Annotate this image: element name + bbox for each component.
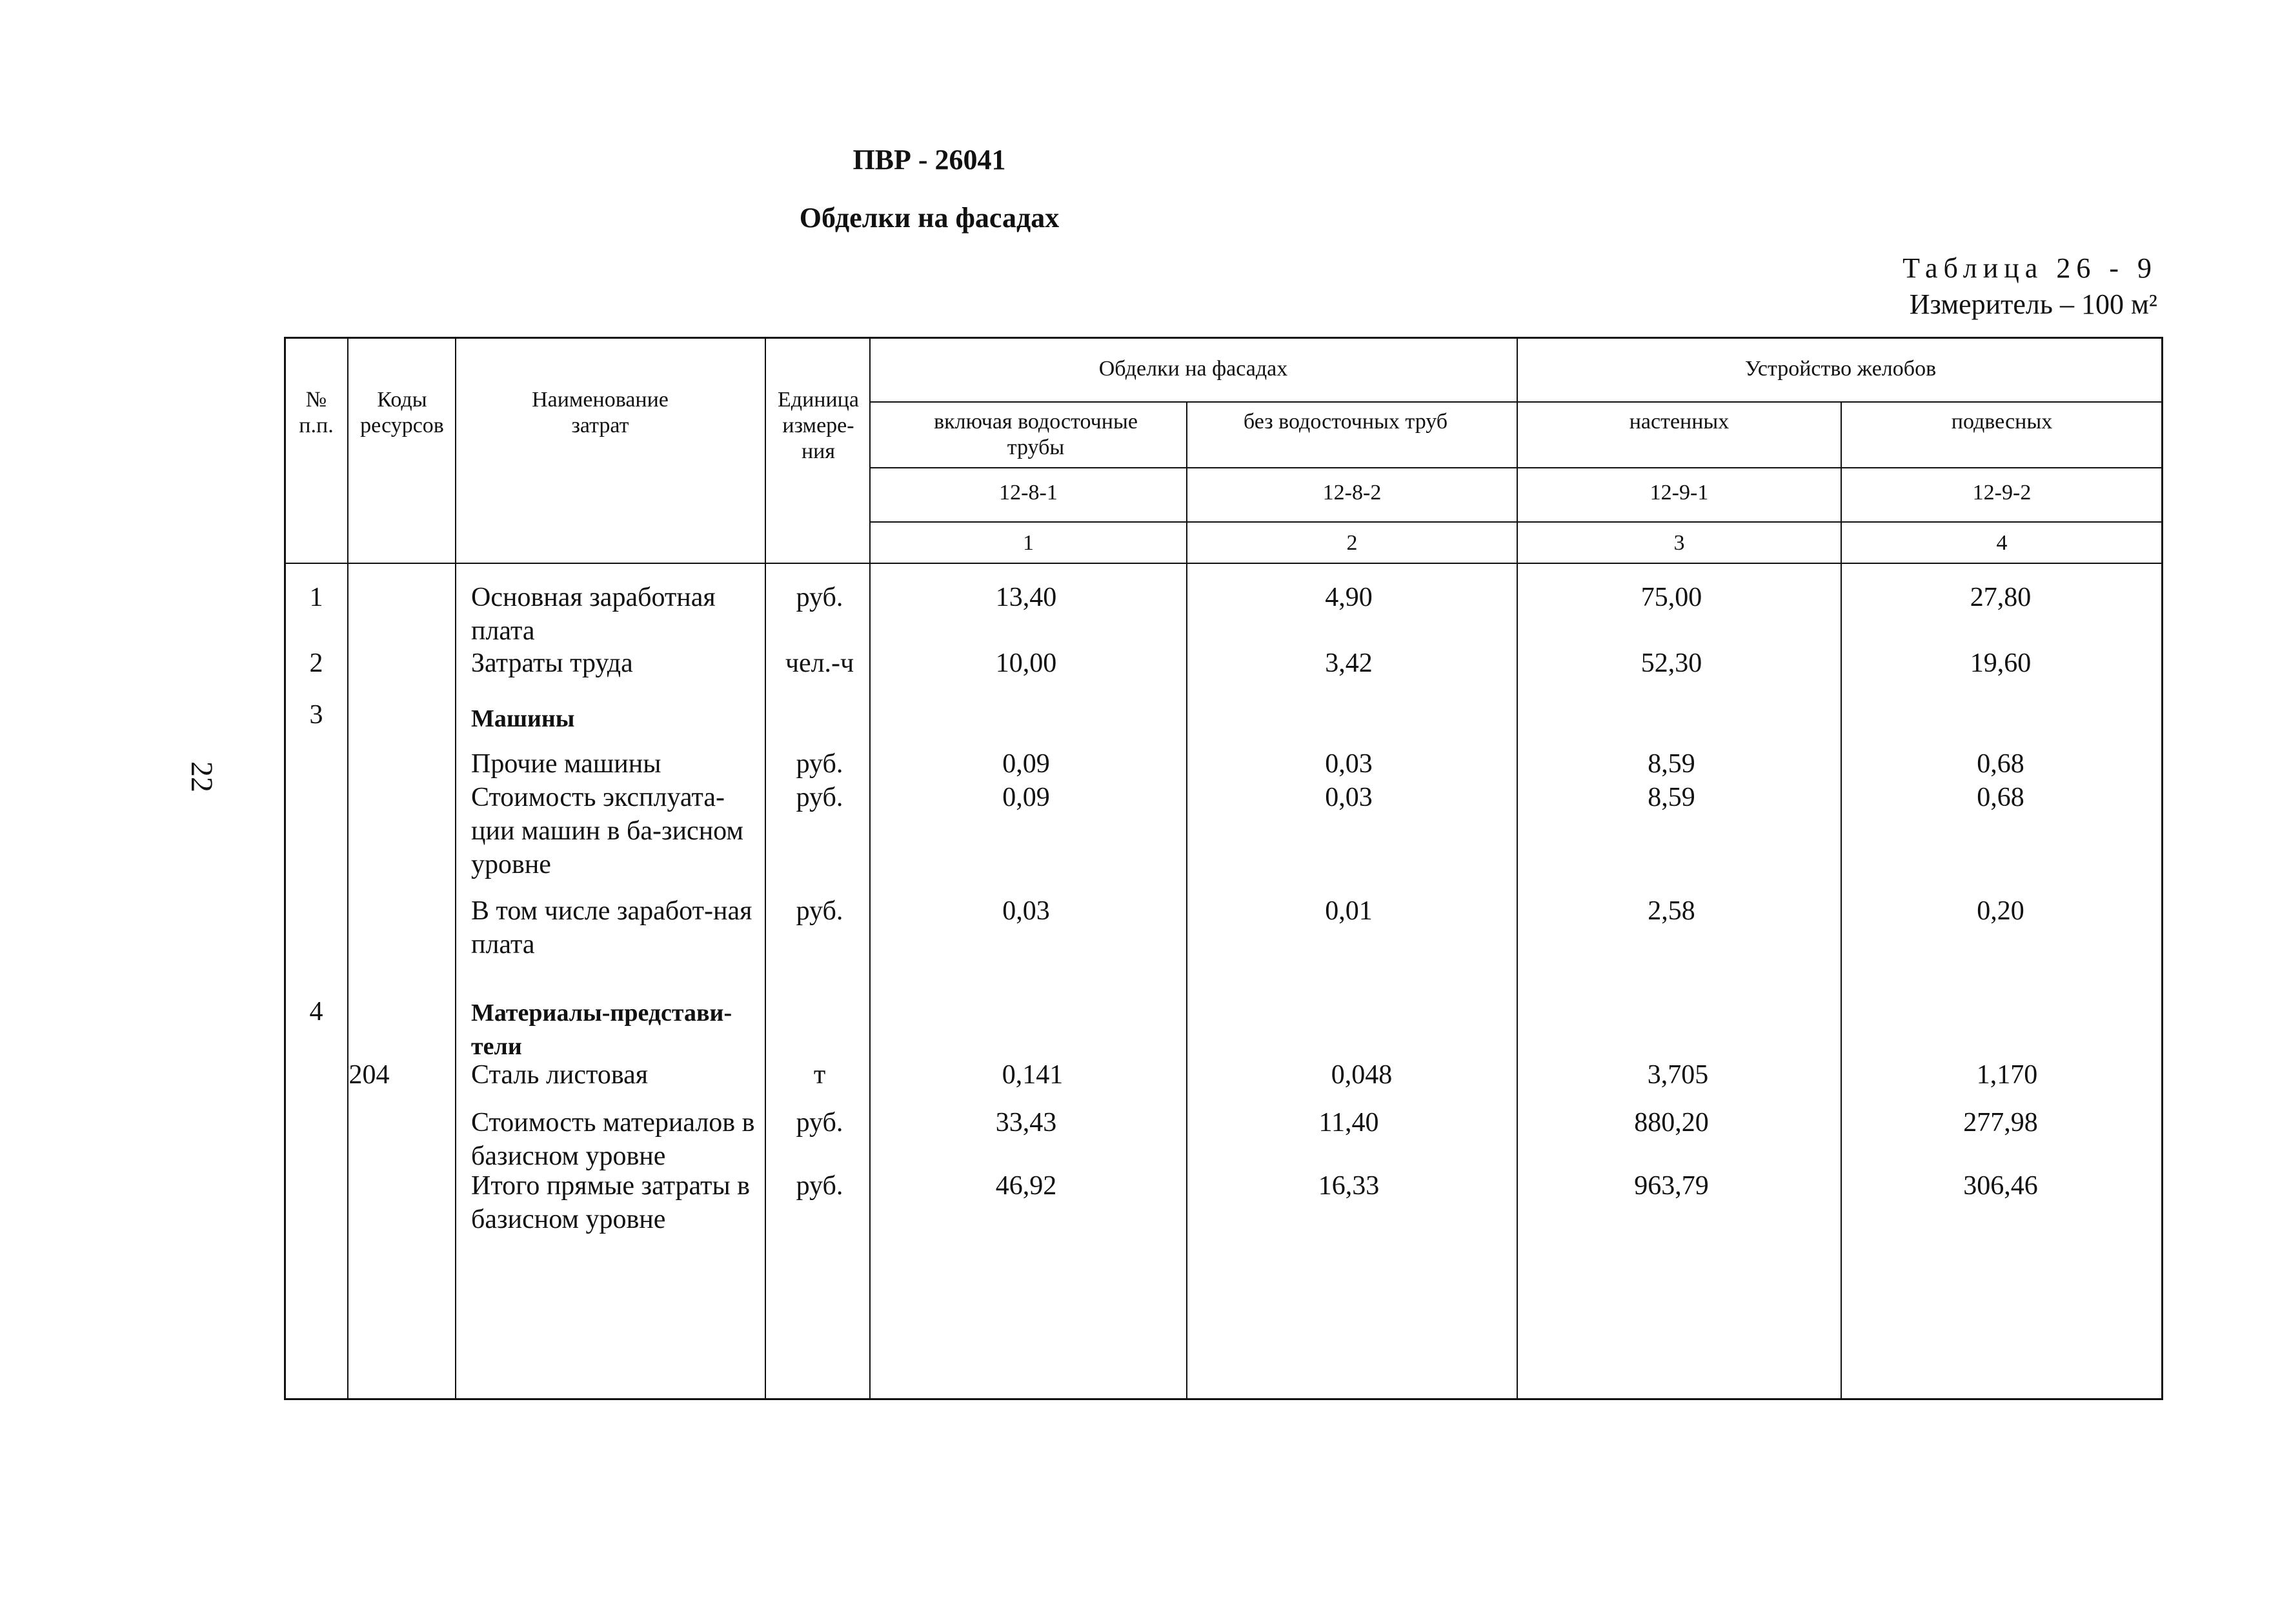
section-heading: Материалы-представи-тели <box>471 999 732 1060</box>
row-unit: т <box>813 1060 826 1090</box>
table-border-top <box>284 337 2163 339</box>
row-value-3: 75,00 <box>1640 583 1702 612</box>
hdr-line-idx <box>869 521 2163 523</box>
header-group-gutters: Устройство желобов <box>1744 357 1937 381</box>
row-value-2: 3,42 <box>1325 648 1373 678</box>
col-sep-name <box>765 337 766 1400</box>
header-code1: 12-8-1 <box>999 481 1058 505</box>
header-col2: без водосточных труб <box>1243 410 1448 434</box>
hdr-line-end <box>284 563 2163 564</box>
document-code: ПВР - 26041 <box>852 144 1006 175</box>
row-value-1: 0,03 <box>1002 896 1050 926</box>
col-sep-num <box>347 337 348 1400</box>
header-col1: включая водосточные трубы <box>934 410 1138 459</box>
row-unit: руб. <box>796 583 843 612</box>
row-name: Основная заработная плата <box>471 583 716 646</box>
row-value-4: 306,46 <box>1963 1171 2038 1201</box>
row-unit: руб. <box>796 1108 843 1138</box>
page-number: 22 <box>185 761 219 792</box>
row-name: В том числе заработ-ная плата <box>471 896 752 959</box>
row-num: 1 <box>309 583 323 612</box>
row-value-3: 52,30 <box>1640 648 1702 678</box>
header-name: Наименование затрат <box>532 388 669 437</box>
header-col4: подвесных <box>1951 410 2053 434</box>
header-code4: 12-9-2 <box>1972 481 2032 505</box>
header-col3: настенных <box>1629 410 1730 434</box>
row-name: Итого прямые затраты в базисном уровне <box>471 1171 751 1234</box>
row-value-1: 13,40 <box>995 583 1057 612</box>
row-value-4: 0,68 <box>1977 749 2024 779</box>
row-value-1: 0,141 <box>1002 1060 1064 1090</box>
header-group-facades: Обделки на фасадах <box>1098 357 1288 381</box>
row-value-2: 0,048 <box>1331 1060 1393 1090</box>
row-value-2: 0,01 <box>1325 896 1373 926</box>
row-num: 4 <box>309 997 323 1027</box>
section-heading: Машины <box>471 705 575 732</box>
header-code2: 12-8-2 <box>1322 481 1382 505</box>
row-value-4: 27,80 <box>1970 583 2032 612</box>
row-value-4: 0,68 <box>1977 783 2024 812</box>
row-value-3: 963,79 <box>1634 1171 1709 1201</box>
header-idx1: 1 <box>1023 531 1034 555</box>
header-codes: Коды ресурсов <box>360 388 444 437</box>
table-caption <box>1902 250 2157 323</box>
row-value-4: 1,170 <box>1976 1060 2038 1090</box>
row-value-3: 880,20 <box>1634 1108 1709 1138</box>
measure-unit: Измеритель – 100 м² <box>1909 288 2157 320</box>
row-value-1: 10,00 <box>995 648 1057 678</box>
col-sep-codes <box>455 337 456 1400</box>
document-title: Обделки на фасадах <box>799 202 1060 234</box>
row-value-4: 277,98 <box>1963 1108 2038 1138</box>
row-value-2: 11,40 <box>1318 1108 1379 1138</box>
row-value-2: 4,90 <box>1325 583 1373 612</box>
row-value-1: 0,09 <box>1002 783 1050 812</box>
cost-table <box>284 337 2163 1400</box>
row-value-3: 2,58 <box>1648 896 1695 926</box>
hdr-line-codes <box>869 467 2163 468</box>
header-num: № п.п. <box>299 388 334 437</box>
table-label: Таблица 26 - 9 <box>1902 252 2157 284</box>
row-name: Стоимость эксплуата-ции машин в ба-зисном уровне <box>471 783 743 879</box>
row-unit: руб. <box>796 783 843 812</box>
row-value-1: 0,09 <box>1002 749 1050 779</box>
header-idx4: 4 <box>1996 531 2008 555</box>
row-value-4: 19,60 <box>1970 648 2032 678</box>
row-num: 3 <box>309 700 323 730</box>
row-value-2: 0,03 <box>1325 749 1373 779</box>
header-code3: 12-9-1 <box>1649 481 1709 505</box>
row-name: Прочие машины <box>471 749 661 779</box>
hdr-line-group <box>869 401 2163 403</box>
row-value-1: 46,92 <box>995 1171 1057 1201</box>
row-value-3: 8,59 <box>1648 749 1695 779</box>
row-name: Затраты труда <box>471 648 633 678</box>
row-unit: руб. <box>796 896 843 926</box>
row-unit: чел.-ч <box>785 648 854 678</box>
header-idx2: 2 <box>1346 531 1358 555</box>
header-unit: Единица измере-ния <box>778 388 859 463</box>
row-value-3: 8,59 <box>1648 783 1695 812</box>
row-value-3: 3,705 <box>1647 1060 1709 1090</box>
row-num: 2 <box>309 648 323 678</box>
row-value-2: 16,33 <box>1318 1171 1380 1201</box>
row-name: Стоимость материалов в базисном уровне <box>471 1108 755 1171</box>
row-unit: руб. <box>796 749 843 779</box>
row-value-4: 0,20 <box>1977 896 2024 926</box>
row-unit: руб. <box>796 1171 843 1201</box>
row-value-1: 33,43 <box>995 1108 1057 1138</box>
table-border-left <box>284 337 286 1400</box>
table-border-bottom <box>284 1398 2163 1400</box>
header-idx3: 3 <box>1673 531 1685 555</box>
row-name: Сталь листовая <box>471 1060 649 1090</box>
row-value-2: 0,03 <box>1325 783 1373 812</box>
row-code: 204 <box>348 1060 390 1090</box>
